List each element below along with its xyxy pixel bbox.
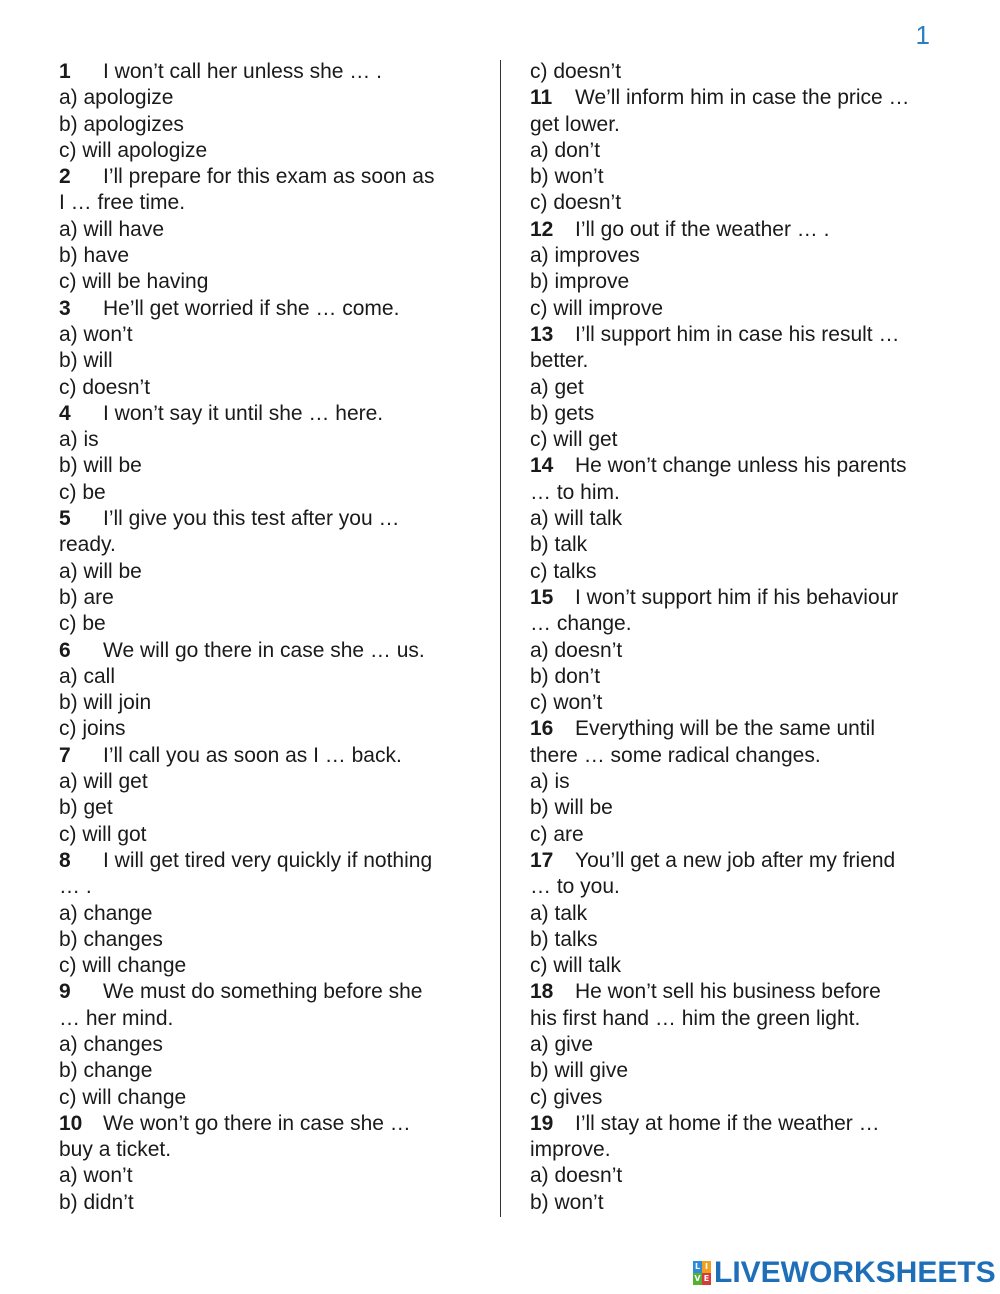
line-text: improve. (530, 1138, 611, 1162)
line-text: I won’t support him if his behaviour (575, 585, 899, 609)
question-number: 3 (59, 296, 71, 320)
logo-mark-icon (693, 1261, 711, 1285)
line-text: buy a ticket. (59, 1138, 172, 1162)
line-text: b) changes (59, 927, 163, 951)
answer-option (59, 795, 489, 821)
answer-option (530, 901, 950, 927)
question-continuation (59, 1006, 489, 1032)
line-text: He’ll get worried if she … come. (103, 296, 400, 320)
line-text: a) won’t (59, 322, 133, 346)
answer-option (59, 1163, 489, 1189)
line-text: a) talk (530, 901, 588, 925)
answer-option (59, 1085, 489, 1111)
question-number: 6 (59, 638, 71, 662)
answer-option (530, 190, 950, 216)
answer-option (530, 427, 950, 453)
question-number: 17 (530, 848, 554, 872)
left-column (59, 59, 489, 1216)
answer-option (59, 953, 489, 979)
line-text: I’ll go out if the weather … . (575, 217, 830, 241)
question-line (530, 585, 950, 611)
question-line (530, 217, 950, 243)
answer-option (530, 269, 950, 295)
line-text: a) doesn’t (530, 1164, 623, 1188)
line-text: c) doesn’t (530, 191, 622, 215)
line-text: b) will be (59, 454, 142, 478)
line-text: a) will talk (530, 507, 623, 531)
line-text: I won’t call her unless she … . (103, 60, 382, 83)
answer-option (530, 769, 950, 795)
question-continuation (530, 743, 950, 769)
answer-option (530, 532, 950, 558)
line-text: b) gets (530, 401, 595, 425)
question-continuation (59, 190, 489, 216)
question-continuation (59, 532, 489, 558)
line-text: … her mind. (59, 1006, 174, 1030)
question-line (59, 164, 489, 190)
answer-option (59, 269, 489, 295)
question-continuation (530, 1006, 950, 1032)
answer-option (530, 164, 950, 190)
line-text: c) will be having (59, 270, 209, 294)
answer-option (530, 243, 950, 269)
column-divider (500, 60, 501, 1217)
line-text: c) be (59, 480, 106, 504)
question-number: 1 (59, 60, 71, 83)
answer-option (59, 664, 489, 690)
line-text: … to him. (530, 480, 620, 504)
line-text: b) don’t (530, 664, 601, 688)
question-line (530, 322, 950, 348)
line-text: a) is (530, 770, 570, 794)
line-text: We must do something before she (103, 980, 423, 1004)
line-text: his first hand … him the green light. (530, 1006, 861, 1030)
line-text: c) will get (530, 428, 618, 452)
line-text: We’ll inform him in case the price … (575, 86, 910, 110)
line-text: a) will have (59, 217, 165, 241)
question-line (59, 506, 489, 532)
line-text: b) won’t (530, 165, 604, 189)
answer-option (59, 611, 489, 637)
answer-option (530, 559, 950, 585)
line-text: c) are (530, 822, 584, 846)
question-continuation (530, 112, 950, 138)
line-text: better. (530, 349, 589, 373)
question-line (530, 85, 950, 111)
question-line (530, 716, 950, 742)
line-text: We will go there in case she … us. (103, 638, 425, 662)
answer-option (59, 322, 489, 348)
answer-option (530, 1058, 950, 1084)
answer-option (59, 243, 489, 269)
line-text: b) will join (59, 691, 152, 715)
answer-option (530, 638, 950, 664)
line-text: c) will talk (530, 954, 622, 978)
answer-option (530, 1032, 950, 1058)
line-text: … to you. (530, 875, 620, 899)
answer-option (59, 348, 489, 374)
question-number: 18 (530, 980, 554, 1004)
answer-option (530, 927, 950, 953)
answer-option (59, 217, 489, 243)
answer-option (59, 1032, 489, 1058)
line-text: a) will be (59, 559, 142, 583)
line-text: I … free time. (59, 191, 186, 215)
answer-option (59, 690, 489, 716)
line-text: I will get tired very quickly if nothing (103, 848, 433, 872)
question-line (59, 743, 489, 769)
question-line (530, 979, 950, 1005)
line-text: a) is (59, 428, 99, 452)
right-column (530, 59, 950, 1216)
answer-option (59, 716, 489, 742)
question-line (530, 453, 950, 479)
line-text: ready. (59, 533, 116, 557)
answer-option (59, 112, 489, 138)
line-text: c) will improve (530, 296, 664, 320)
line-text: I’ll call you as soon as I … back. (103, 743, 402, 767)
question-number: 14 (530, 454, 554, 478)
line-text: c) gives (530, 1085, 603, 1109)
line-text: … change. (530, 612, 632, 636)
answer-option (530, 1085, 950, 1111)
line-text: b) are (59, 585, 114, 609)
line-text: I’ll give you this test after you … (103, 507, 400, 531)
line-text: a) doesn’t (530, 638, 623, 662)
answer-option (59, 822, 489, 848)
answer-option (59, 927, 489, 953)
line-text: a) change (59, 901, 153, 925)
line-text: b) get (59, 796, 113, 820)
line-text: b) talks (530, 927, 598, 951)
line-text: c) doesn’t (59, 375, 151, 399)
line-text: We won’t go there in case she … (103, 1111, 411, 1135)
answer-option (59, 901, 489, 927)
question-number: 13 (530, 322, 554, 346)
answer-option (530, 138, 950, 164)
line-text: c) be (59, 612, 106, 636)
question-line (59, 848, 489, 874)
line-text: c) doesn’t (530, 60, 622, 83)
answer-option (530, 296, 950, 322)
answer-option (59, 480, 489, 506)
question-number: 19 (530, 1111, 554, 1135)
question-line (59, 979, 489, 1005)
answer-option (530, 822, 950, 848)
line-text: a) changes (59, 1032, 163, 1056)
question-line (59, 401, 489, 427)
question-number: 10 (59, 1111, 83, 1135)
line-text: c) joins (59, 717, 126, 741)
answer-option (530, 506, 950, 532)
logo-mark-letter: V (694, 1274, 701, 1283)
logo-mark-letter: I (702, 1261, 711, 1273)
line-text: He won’t sell his business before (575, 980, 881, 1004)
question-number: 2 (59, 165, 71, 189)
liveworksheets-logo (693, 1256, 996, 1290)
question-number: 11 (530, 86, 553, 110)
answer-option (59, 138, 489, 164)
page-number: 1 (915, 20, 930, 50)
line-text: Everything will be the same until (575, 717, 875, 741)
answer-option (530, 401, 950, 427)
line-text: I’ll prepare for this exam as soon as (103, 165, 435, 189)
answer-option (59, 1190, 489, 1216)
question-continuation (59, 1137, 489, 1163)
line-text: You’ll get a new job after my friend (575, 848, 896, 872)
line-text: a) improves (530, 244, 640, 268)
question-number: 15 (530, 585, 554, 609)
answer-option (59, 375, 489, 401)
answer-option (59, 559, 489, 585)
logo-mark-letter: L (694, 1262, 701, 1271)
question-number: 8 (59, 848, 71, 872)
line-text: b) will (59, 349, 113, 373)
question-line (530, 1111, 950, 1137)
answer-option (59, 769, 489, 795)
answer-option (59, 585, 489, 611)
answer-option (530, 795, 950, 821)
answer-option (530, 1163, 950, 1189)
answer-option (530, 59, 950, 85)
line-text: c) won’t (530, 691, 603, 715)
line-text: b) will give (530, 1059, 629, 1083)
answer-option (530, 1190, 950, 1216)
answer-option (59, 1058, 489, 1084)
line-text: I’ll support him in case his result … (575, 322, 900, 346)
question-number: 9 (59, 980, 71, 1004)
line-text: c) will got (59, 822, 147, 846)
question-continuation (530, 480, 950, 506)
line-text: b) won’t (530, 1190, 604, 1214)
question-continuation (530, 1137, 950, 1163)
answer-option (530, 953, 950, 979)
line-text: c) will change (59, 954, 187, 978)
question-line (59, 1111, 489, 1137)
line-text: I won’t say it until she … here. (103, 401, 384, 425)
line-text: b) change (59, 1059, 153, 1083)
question-continuation (530, 348, 950, 374)
answer-option (59, 453, 489, 479)
line-text: b) will be (530, 796, 613, 820)
question-line (59, 638, 489, 664)
line-text: c) will change (59, 1085, 187, 1109)
answer-option (530, 664, 950, 690)
line-text: a) won’t (59, 1164, 133, 1188)
question-continuation (530, 874, 950, 900)
question-line (59, 296, 489, 322)
question-number: 12 (530, 217, 554, 241)
line-text: b) improve (530, 270, 630, 294)
question-number: 5 (59, 507, 71, 531)
line-text: b) have (59, 244, 130, 268)
question-number: 16 (530, 717, 554, 741)
logo-text: LIVEWORKSHEETS (714, 1256, 996, 1289)
line-text: b) apologizes (59, 112, 184, 136)
line-text: a) don’t (530, 138, 601, 162)
line-text: a) will get (59, 770, 148, 794)
line-text: I’ll stay at home if the weather … (575, 1111, 880, 1135)
line-text: a) apologize (59, 86, 174, 110)
answer-option (59, 427, 489, 453)
logo-mark-letter: E (703, 1274, 710, 1283)
line-text: c) talks (530, 559, 597, 583)
question-number: 7 (59, 743, 71, 767)
question-continuation (530, 611, 950, 637)
line-text: b) talk (530, 533, 588, 557)
line-text: a) get (530, 375, 584, 399)
line-text: a) call (59, 664, 116, 688)
line-text: there … some radical changes. (530, 743, 821, 767)
line-text: c) will apologize (59, 138, 208, 162)
question-line (59, 59, 489, 85)
answer-option (530, 690, 950, 716)
question-number: 4 (59, 401, 71, 425)
line-text: get lower. (530, 112, 620, 136)
question-line (530, 848, 950, 874)
line-text: b) didn’t (59, 1190, 134, 1214)
question-continuation (59, 874, 489, 900)
answer-option (59, 85, 489, 111)
line-text: … . (59, 875, 92, 899)
line-text: He won’t change unless his parents (575, 454, 907, 478)
line-text: a) give (530, 1032, 594, 1056)
answer-option (530, 375, 950, 401)
